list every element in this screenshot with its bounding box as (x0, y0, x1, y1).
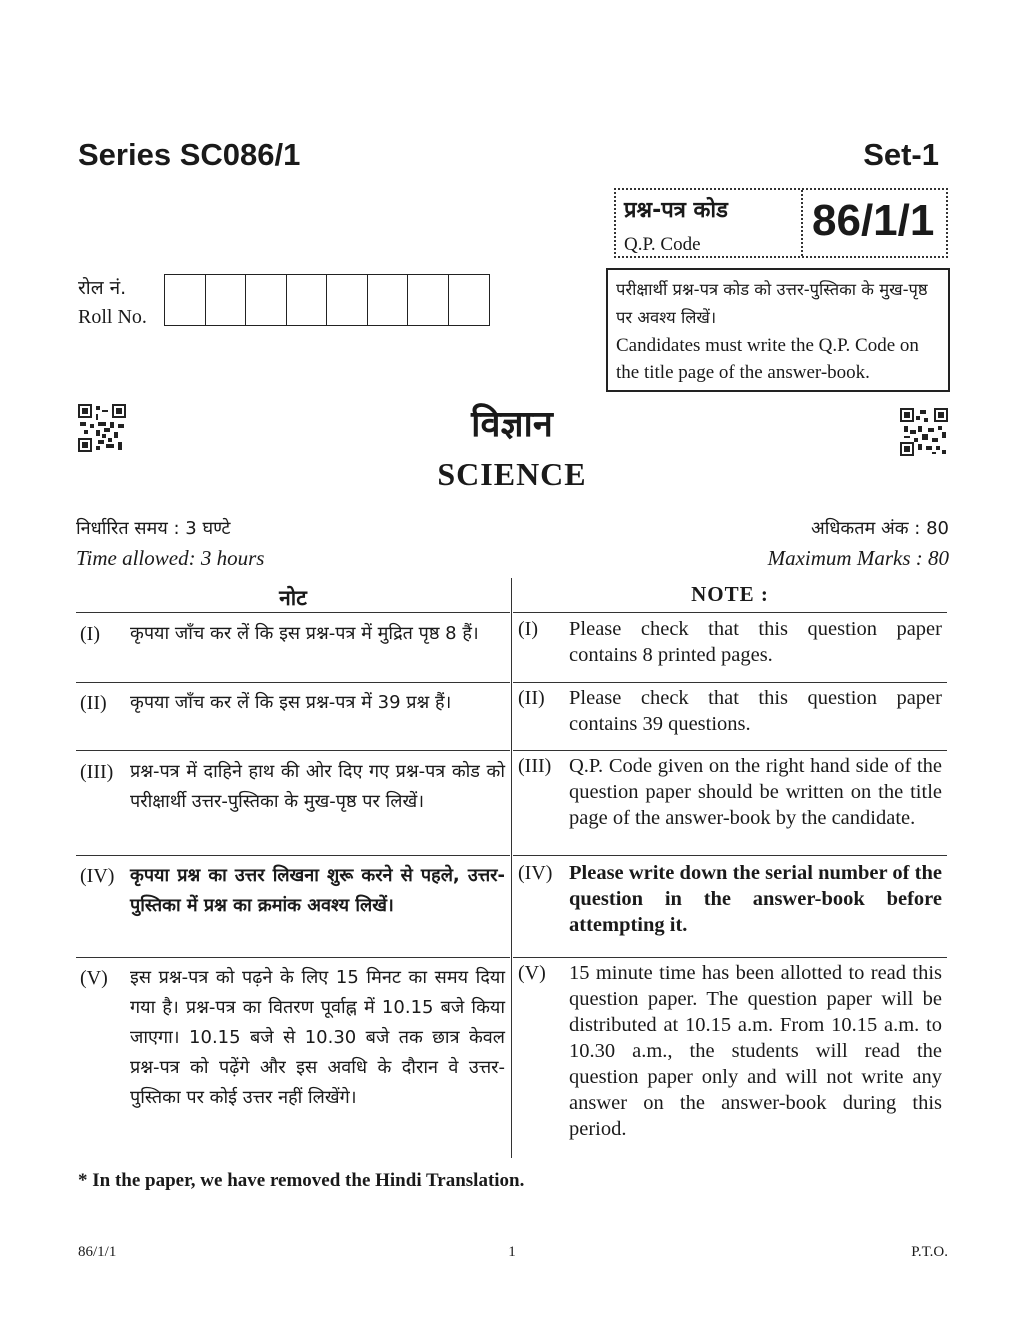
divider-rule (76, 855, 510, 856)
note-number: (III) (80, 761, 114, 783)
note-number: (IV) (80, 865, 115, 887)
footer-code: 86/1/1 (78, 1244, 117, 1260)
qp-code-value: 86/1/1 (812, 196, 935, 245)
note-heading-english: NOTE : (691, 582, 769, 606)
note-item-english-1 (518, 616, 942, 668)
max-marks-hindi: अधिकतम अंक : 80 (810, 518, 949, 539)
note-item-english-5 (518, 960, 942, 1142)
roll-digit-box[interactable] (449, 275, 490, 325)
note-number: (V) (80, 967, 108, 989)
divider-rule (76, 957, 510, 958)
note-number: (IV) (518, 862, 553, 884)
note-item-english-3 (518, 753, 942, 831)
candidate-instruction-hindi: परीक्षार्थी प्रश्न-पत्र कोड को उत्तर-पुस्तिका के मुख-पृष्ठ पर अवश्य लिखें। (616, 280, 928, 327)
footer-page-number: 1 (508, 1244, 516, 1260)
note-number: (II) (80, 692, 107, 714)
note-item-hindi-2 (80, 688, 505, 718)
roll-digit-box[interactable] (206, 275, 247, 325)
note-text-hindi: कृपया जाँच कर लें कि इस प्रश्न-पत्र में 39 प्रश्न हैं। (130, 692, 452, 713)
roll-digit-box[interactable] (287, 275, 328, 325)
note-number: (III) (518, 755, 552, 777)
roll-label-english: Roll No. (78, 306, 147, 328)
candidate-instruction-box (606, 268, 950, 392)
note-text-english: Please check that this question paper contains 8 printed pages. (569, 618, 942, 666)
qp-label-hindi: प्रश्न-पत्र कोड (624, 198, 728, 223)
note-item-english-4 (518, 860, 942, 938)
roll-digit-box[interactable] (327, 275, 368, 325)
qp-code-box (614, 188, 948, 258)
note-number: (I) (518, 618, 538, 640)
divider-rule (513, 957, 947, 958)
note-text-english: Q.P. Code given on the right hand side of the question paper should be written on the title page of the answer-book by the candidate. (569, 755, 942, 829)
divider-rule (513, 682, 947, 683)
note-number: (II) (518, 687, 545, 709)
note-item-hindi-4 (80, 861, 505, 921)
note-item-hindi-3 (80, 757, 505, 817)
note-text-hindi: प्रश्न-पत्र में दाहिने हाथ की ओर दिए गए प्रश्न-पत्र कोड को परीक्षार्थी उत्तर-पुस्तिका के मुख-पृष्ठ पर लिखें। (130, 761, 505, 812)
note-text-hindi: इस प्रश्न-पत्र को पढ़ने के लिए 15 मिनट का समय दिया गया है। प्रश्न-पत्र का वितरण पूर्वाह्न में 10.15 बजे किया जाएगा। 10.15 बजे से 10.30 बजे तक छात्र केवल प्रश्न-पत्र को पढ़ेंगे और इस अवधि के दौरान वे उत्तर-पुस्तिका पर कोई उत्तर नहीं लिखेंगे। (130, 967, 505, 1108)
note-text-hindi: कृपया जाँच कर लें कि इस प्रश्न-पत्र में मुद्रित पृष्ठ 8 हैं। (130, 623, 479, 644)
roll-digit-box[interactable] (246, 275, 287, 325)
note-number: (I) (80, 623, 100, 645)
qp-label-english: Q.P. Code (624, 234, 701, 255)
max-marks-english: Maximum Marks : 80 (767, 546, 949, 570)
column-divider (511, 578, 512, 1158)
time-allowed-english: Time allowed: 3 hours (76, 546, 265, 570)
series-label: Series SC086/1 (78, 137, 301, 172)
divider-rule (76, 750, 510, 751)
subject-title-english: SCIENCE (437, 456, 587, 492)
divider-rule (513, 612, 947, 613)
note-number: (V) (518, 962, 546, 984)
divider-rule (76, 682, 510, 683)
divider-rule (76, 612, 510, 613)
roll-digit-box[interactable] (165, 275, 206, 325)
roll-digit-box[interactable] (368, 275, 409, 325)
divider-rule (513, 855, 947, 856)
subject-title-hindi: विज्ञान (471, 404, 553, 445)
note-heading-hindi: नोट (279, 586, 307, 610)
time-allowed-hindi: निर्धारित समय : 3 घण्टे (76, 518, 231, 539)
note-item-hindi-5 (80, 963, 505, 1113)
note-item-hindi-1 (80, 619, 505, 649)
note-text-english: 15 minute time has been allotted to read this question paper. The question paper will be distributed at 10.15 a.m. From 10.15 a.m. to 10.30 a.m., the students will read the question paper only and will not write any answer on the answer-book during this period. (569, 962, 942, 1140)
candidate-instruction-english: Candidates must write the Q.P. Code on the title page of the answer-book. (616, 335, 919, 383)
roll-digit-box[interactable] (408, 275, 449, 325)
note-item-english-2 (518, 685, 942, 737)
roll-number-boxes[interactable] (164, 274, 490, 326)
roll-label-hindi: रोल नं. (78, 277, 127, 299)
footnote: * In the paper, we have removed the Hindi Translation. (78, 1170, 525, 1191)
footer-pto: P.T.O. (911, 1244, 948, 1260)
note-text-english: Please write down the serial number of the question in the answer-book before attempting it. (569, 862, 942, 936)
note-text-hindi: कृपया प्रश्न का उत्तर लिखना शुरू करने से पहले, उत्तर-पुस्तिका में प्रश्न का क्रमांक अवश्य लिखें। (130, 865, 505, 916)
divider-rule (513, 750, 947, 751)
set-label: Set-1 (863, 137, 939, 172)
note-text-english: Please check that this question paper contains 39 questions. (569, 687, 942, 735)
